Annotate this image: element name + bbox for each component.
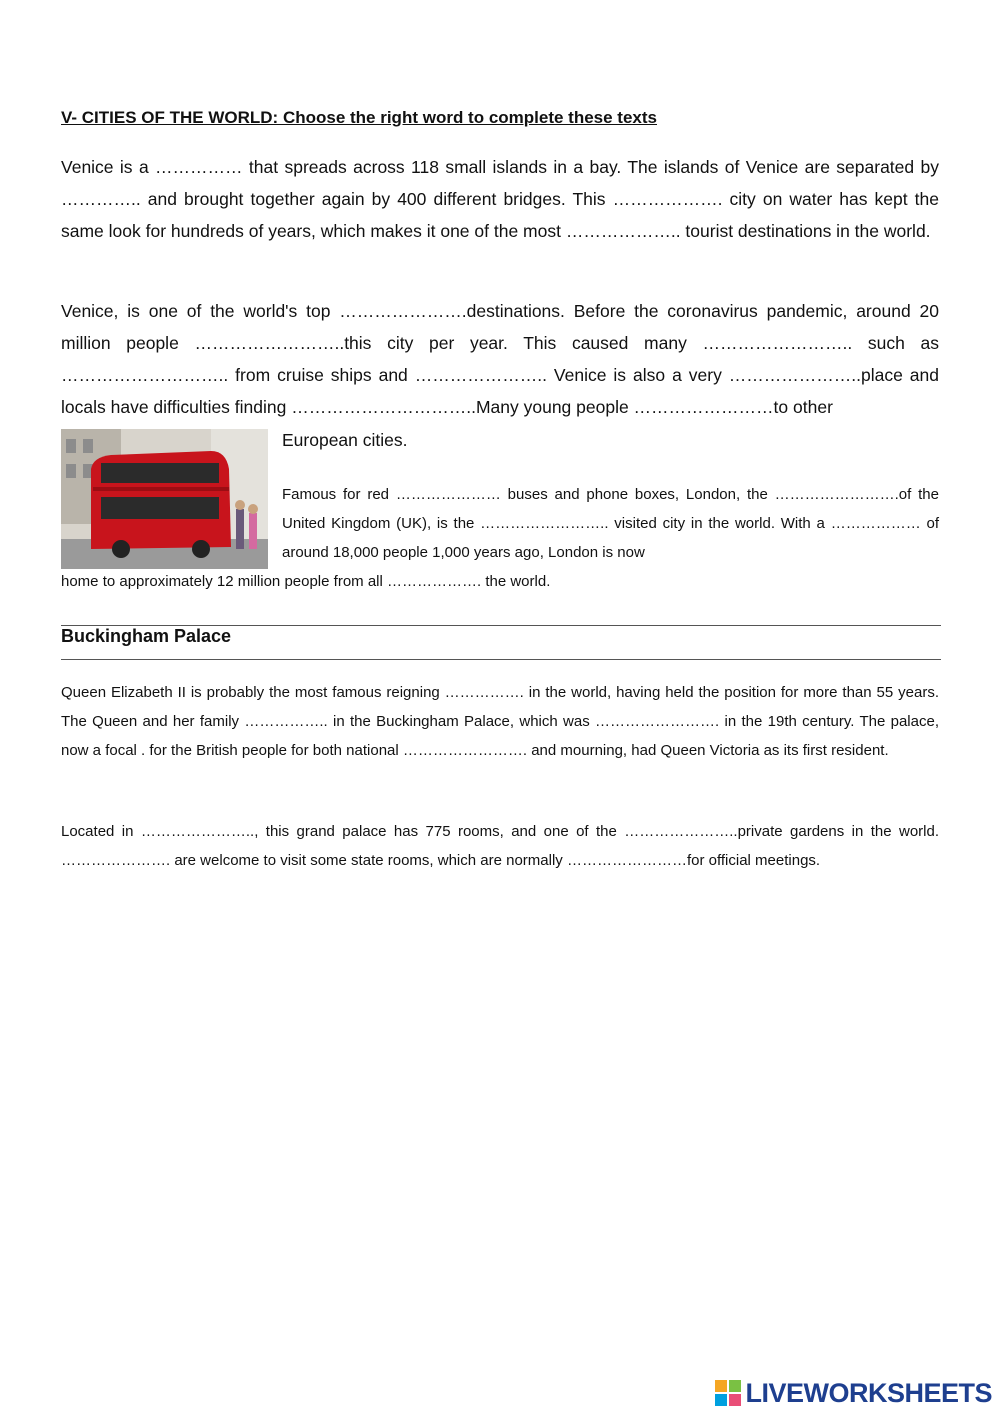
liveworksheets-logo-icon (715, 1380, 741, 1406)
liveworksheets-logo (715, 1378, 992, 1408)
logo-text: LIVEWORKSHEETS (745, 1377, 992, 1408)
worksheet-title: V- CITIES OF THE WORLD: Choose the right word to complete these texts (61, 108, 657, 127)
venice-paragraph-2: Venice, is one of the world's top ………………….destinations. Before the coronavirus pandemic, around 20 million people ……………………..this city per year. This caused many …………………….. such as ……………………….. from cruise ships and ………………….. Venice is also a very …………………..place and locals have difficulties finding …………………………..Many young people ……………………to other (61, 301, 939, 417)
london-paragraph-end: home to approximately 12 million people from all ………………. the world. (61, 573, 551, 590)
palace-paragraph-2: Located in ………………….., this grand palace has 775 rooms, and one of the …………………..private gardens in the world. …………………. are welcome to visit some state rooms, which are normally ……………………for official meetings. (61, 823, 939, 869)
venice-paragraph-2-end: European cities. (282, 430, 408, 450)
london-paragraph: Famous for red ………………… buses and phone boxes, London, the …………………….of the United Kingdom (UK), is the …………………….. visited city in the world. With a ……………… of around 18,000 people 1,000 years ago, London is now (282, 486, 939, 561)
venice-paragraph-1: Venice is a …………… that spreads across 118 small islands in a bay. The islands of Venice are separated by ………….. and brought together again by 400 different bridges. This ………………. city on water has kept the same look for hundreds of years, which makes it one of the most ……………….. tourist destinations in the world. (61, 157, 939, 241)
section-heading-buckingham: Buckingham Palace (61, 626, 232, 646)
london-bus-photo (61, 429, 268, 569)
palace-paragraph-1: Queen Elizabeth II is probably the most famous reigning ……………. in the world, having held the position for more than 55 years. The Queen and her family …………….. in the Buckingham Palace, which was ……………………. in the 19th century. The palace, now a focal . for the British people for both national ……………………. and mourning, had Queen Victoria as its first resident. (61, 684, 939, 759)
london-bus-icon (61, 429, 268, 569)
section-divider-bottom (61, 659, 941, 660)
